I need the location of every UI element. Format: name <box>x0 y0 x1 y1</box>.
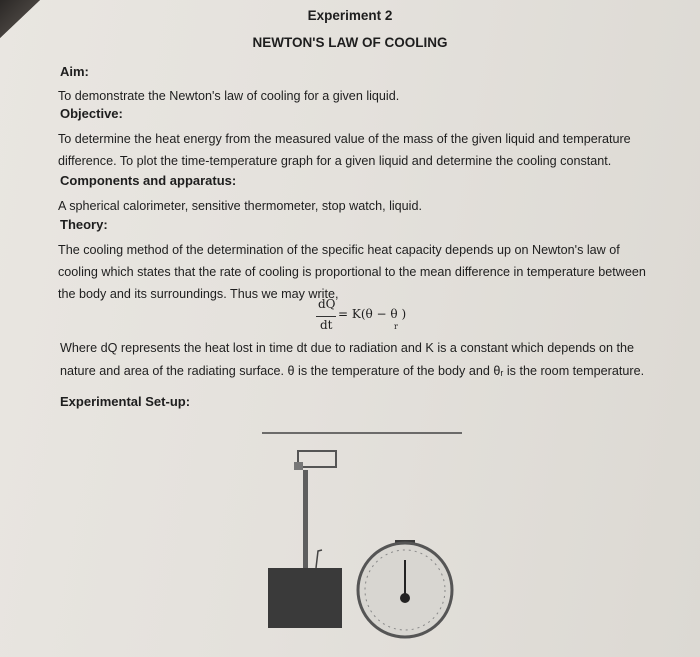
theory-line-2: cooling which states that the rate of cooling is proportional to the mean difference in temperature between <box>58 265 646 279</box>
equation-denominator: dt <box>320 318 333 332</box>
explanation-line-1: Where dQ represents the heat lost in time dt due to radiation and K is a constant which depends on the <box>60 341 635 355</box>
aim-heading: Aim: <box>60 64 89 79</box>
experiment-title: Experiment 2 <box>307 8 393 23</box>
components-text: A spherical calorimeter, sensitive thermometer, stop watch, liquid. <box>58 199 422 213</box>
theory-heading: Theory: <box>60 217 108 232</box>
equation-rhs: = K(θ − θ ) <box>338 307 407 321</box>
clamp-frame <box>298 451 336 467</box>
calorimeter <box>268 568 342 628</box>
components-heading: Components and apparatus: <box>60 173 237 188</box>
equation-numerator: dQ <box>318 297 336 311</box>
theory-line-1: The cooling method of the determination of the specific heat capacity depends up on Newton's law of <box>58 243 620 257</box>
objective-line-1: To determine the heat energy from the measured value of the mass of the given liquid and temperature <box>58 132 631 146</box>
aim-text: To demonstrate the Newton's law of cooling for a given liquid. <box>58 89 400 103</box>
theory-line-3: the body and its surroundings. Thus we may write, <box>58 287 339 301</box>
explanation-line-2: nature and area of the radiating surface. θ is the temperature of the body and θᵣ is the room temperature. <box>60 364 645 378</box>
page-title: NEWTON'S LAW OF COOLING <box>252 35 448 50</box>
setup-heading: Experimental Set-up: <box>60 394 191 409</box>
equation-subscript: r <box>394 322 398 331</box>
stirrer <box>316 550 322 568</box>
objective-heading: Objective: <box>60 106 123 121</box>
stopwatch-icon <box>358 540 452 637</box>
clamp-knob <box>294 462 303 470</box>
objective-line-2: difference. To plot the time-temperature graph for a given liquid and determine the cooling constant. <box>58 154 612 168</box>
